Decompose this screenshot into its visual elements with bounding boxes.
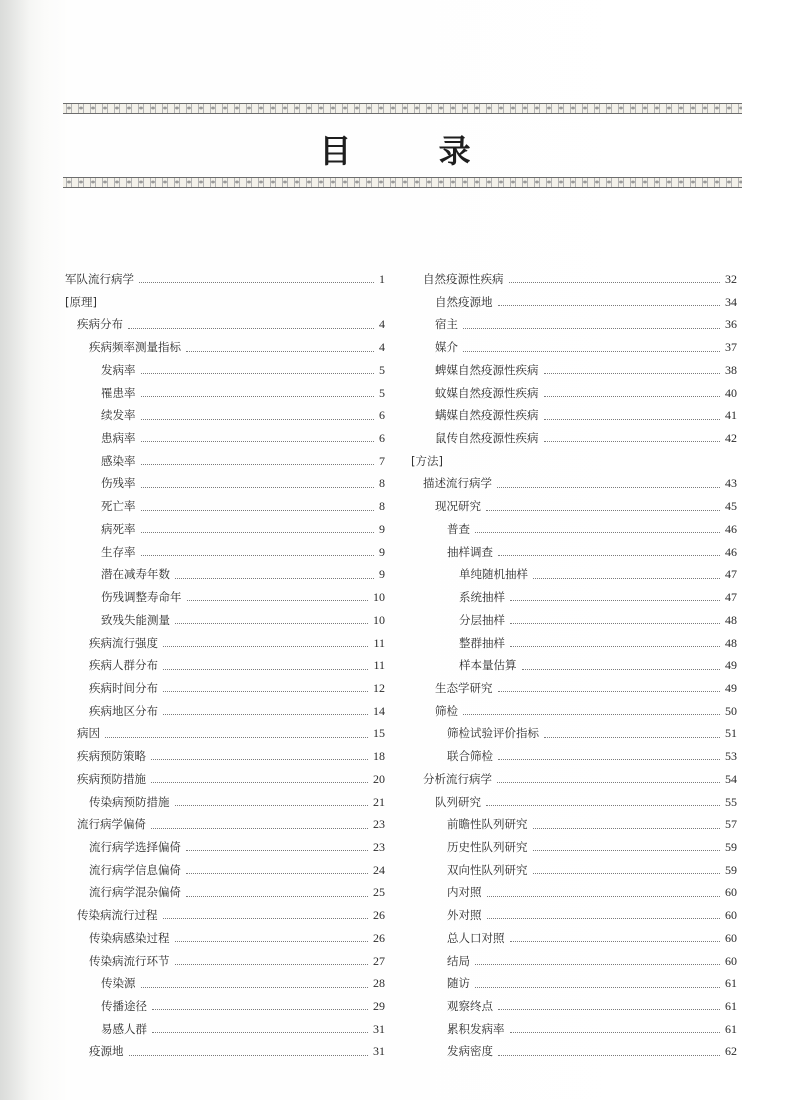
toc-entry[interactable] <box>65 382 385 405</box>
toc-dot-leader <box>510 1031 721 1033</box>
toc-page-number: 1 <box>379 272 385 286</box>
decorative-border-bottom <box>63 177 742 188</box>
toc-entry[interactable] <box>65 1040 385 1063</box>
toc-page-number: 54 <box>725 771 737 786</box>
toc-entry-title: 鼠传自然疫源性疾病 <box>435 431 539 446</box>
toc-entry[interactable] <box>411 927 737 950</box>
toc-dot-leader <box>544 418 721 420</box>
toc-entry[interactable] <box>411 472 737 495</box>
toc-dot-leader <box>487 895 721 897</box>
toc-dot-leader <box>141 463 375 465</box>
toc-entry[interactable] <box>65 336 385 359</box>
toc-page-number: 43 <box>725 476 737 491</box>
toc-entry-title: 媒介 <box>435 340 458 355</box>
toc-entry-title: 系统抽样 <box>459 590 505 605</box>
toc-page-number: 60 <box>725 953 737 968</box>
toc-entry-title: 联合筛检 <box>447 749 493 764</box>
toc-entry[interactable] <box>65 427 385 450</box>
toc-entry-title: 自然疫源性疾病 <box>423 272 504 286</box>
toc-entry-title: 分层抽样 <box>459 612 505 627</box>
toc-entry[interactable] <box>65 495 385 518</box>
toc-entry[interactable] <box>65 450 385 473</box>
toc-page-number: 48 <box>725 635 737 650</box>
toc-entry[interactable] <box>411 950 737 973</box>
toc-entry[interactable] <box>411 609 737 632</box>
toc-entry-title: 螨媒自然疫源性疾病 <box>435 408 539 423</box>
toc-entry-title: 蜱媒自然疫源性疾病 <box>435 362 539 377</box>
toc-entry-title: 感染率 <box>101 453 136 468</box>
toc-entry[interactable] <box>411 677 737 700</box>
toc-page-number: 8 <box>379 499 385 514</box>
toc-entry-title: 传染病感染过程 <box>89 930 170 945</box>
toc-entry[interactable] <box>65 1018 385 1041</box>
toc-dot-leader <box>139 281 374 283</box>
toc-dot-leader <box>141 986 369 988</box>
toc-entry-title: 军队流行病学 <box>65 272 134 286</box>
toc-entry-title: 罹患率 <box>101 385 136 400</box>
toc-dot-leader <box>510 599 720 601</box>
toc-entry[interactable] <box>65 859 385 882</box>
toc-entry[interactable] <box>411 632 737 655</box>
toc-section-heading <box>65 291 385 314</box>
toc-entry[interactable] <box>65 359 385 382</box>
toc-entry[interactable] <box>411 427 737 450</box>
toc-page-number: 57 <box>725 817 737 832</box>
toc-entry[interactable] <box>65 950 385 973</box>
toc-entry[interactable] <box>65 791 385 814</box>
toc-dot-leader <box>163 645 368 647</box>
toc-dot-leader <box>105 736 368 738</box>
toc-dot-leader <box>487 917 721 919</box>
toc-dot-leader <box>475 531 720 533</box>
toc-page-number: 6 <box>379 431 385 446</box>
toc-entry[interactable] <box>411 291 737 314</box>
toc-dot-leader <box>510 940 721 942</box>
toc-dot-leader <box>497 486 720 488</box>
toc-entry[interactable] <box>65 268 385 291</box>
toc-page-number: 40 <box>725 385 737 400</box>
toc-dot-leader <box>498 758 720 760</box>
toc-page-number: 4 <box>379 317 385 332</box>
toc-dot-leader <box>151 827 368 829</box>
toc-entry-title: 普查 <box>447 521 470 536</box>
toc-entry-title: 随访 <box>447 976 470 991</box>
toc-dot-leader <box>186 872 368 874</box>
toc-page-number: 10 <box>373 590 385 605</box>
toc-entry[interactable] <box>65 927 385 950</box>
toc-page-number: 53 <box>725 749 737 764</box>
toc-page-number: 9 <box>379 521 385 536</box>
page-title: 目 录 <box>319 132 509 170</box>
toc-entry[interactable] <box>65 609 385 632</box>
toc-entry-title: 疾病分布 <box>77 317 123 332</box>
toc-entry-title: 致残失能测量 <box>101 612 170 627</box>
toc-entry-title: 疾病时间分布 <box>89 680 158 695</box>
toc-entry-title: 筛检试验评价指标 <box>447 726 539 741</box>
toc-entry[interactable] <box>65 518 385 541</box>
toc-dot-leader <box>175 804 369 806</box>
toc-entry[interactable] <box>65 722 385 745</box>
toc-page-number: 49 <box>725 680 737 695</box>
toc-entry-title: 续发率 <box>101 408 136 423</box>
toc-entry-title: 疾病人群分布 <box>89 658 158 673</box>
toc-entry[interactable] <box>411 563 737 586</box>
toc-dot-leader <box>151 781 368 783</box>
toc-dot-leader <box>175 622 368 624</box>
toc-dot-leader <box>498 1008 720 1010</box>
toc-dot-leader <box>141 509 375 511</box>
toc-entry-title: 患病率 <box>101 431 136 446</box>
toc-dot-leader <box>510 645 720 647</box>
toc-entry[interactable] <box>411 518 737 541</box>
toc-entry[interactable] <box>65 768 385 791</box>
toc-left-column <box>65 268 385 1063</box>
toc-page-number: 9 <box>379 544 385 559</box>
toc-entry[interactable] <box>65 813 385 836</box>
toc-dot-leader <box>141 395 375 397</box>
toc-page-number: 42 <box>725 431 737 446</box>
toc-dot-leader <box>533 849 721 851</box>
toc-entry-title: 蚊媒自然疫源性疾病 <box>435 385 539 400</box>
toc-entry-title: [原理] <box>65 294 97 309</box>
toc-page-number: 5 <box>379 385 385 400</box>
toc-page-number: 47 <box>725 567 737 582</box>
toc-dot-leader <box>497 781 720 783</box>
toc-page-number: 23 <box>373 817 385 832</box>
toc-page-number: 55 <box>725 794 737 809</box>
toc-dot-leader <box>544 440 721 442</box>
toc-entry[interactable] <box>65 904 385 927</box>
toc-entry[interactable] <box>411 359 737 382</box>
toc-entry-title: 发病密度 <box>447 1044 493 1059</box>
toc-page-number: 61 <box>725 999 737 1013</box>
toc-dot-leader <box>152 1031 368 1033</box>
toc-dot-leader <box>129 1054 369 1056</box>
toc-dot-leader <box>175 940 369 942</box>
toc-entry[interactable] <box>411 586 737 609</box>
toc-entry-title: 历史性队列研究 <box>447 839 528 854</box>
toc-dot-leader <box>151 758 368 760</box>
toc-entry-title: 传染源 <box>101 976 136 991</box>
toc-entry-title: 伤残率 <box>101 476 136 491</box>
toc-dot-leader <box>141 531 375 533</box>
toc-entry[interactable] <box>411 268 737 291</box>
toc-entry-title: 伤残调整寿命年 <box>101 590 182 605</box>
toc-entry-title: 样本量估算 <box>459 658 517 673</box>
toc-page-number: 12 <box>373 680 385 695</box>
toc-page-number: 62 <box>725 1044 737 1059</box>
toc-entry-title: 流行病学混杂偏倚 <box>89 885 181 900</box>
toc-dot-leader <box>163 917 369 919</box>
toc-page-number: 4 <box>379 340 385 355</box>
toc-page-number: 31 <box>373 1044 385 1059</box>
toc-entry[interactable] <box>411 859 737 882</box>
toc-entry-title: 分析流行病学 <box>423 771 492 786</box>
toc-page-number: 26 <box>373 930 385 945</box>
toc-entry[interactable] <box>411 904 737 927</box>
toc-entry[interactable] <box>411 813 737 836</box>
toc-entry[interactable] <box>411 700 737 723</box>
toc-page-number: 26 <box>373 908 385 923</box>
toc-dot-leader <box>510 622 720 624</box>
toc-entry-title: 现况研究 <box>435 499 481 514</box>
toc-dot-leader <box>544 395 721 397</box>
toc-dot-leader <box>498 304 721 306</box>
toc-entry-title: 整群抽样 <box>459 635 505 650</box>
toc-page-number: 41 <box>725 408 737 423</box>
toc-dot-leader <box>475 986 720 988</box>
toc-entry-title: 总人口对照 <box>447 930 505 945</box>
toc-entry[interactable] <box>65 700 385 723</box>
toc-entry[interactable] <box>411 791 737 814</box>
toc-dot-leader <box>463 350 720 352</box>
toc-entry-title: 潜在减寿年数 <box>101 567 170 582</box>
toc-entry-title: 传播途径 <box>101 999 147 1013</box>
toc-entry-title: 易感人群 <box>101 1021 147 1036</box>
toc-page-number: 46 <box>725 544 737 559</box>
toc-page-number: 15 <box>373 726 385 741</box>
toc-entry-title: 自然疫源地 <box>435 294 493 309</box>
toc-entry-title: 结局 <box>447 953 470 968</box>
toc-entry-title: 筛检 <box>435 703 458 718</box>
toc-entry-title: 疾病频率测量指标 <box>89 340 181 355</box>
toc-page-number: 31 <box>373 1021 385 1036</box>
toc-entry-title: 抽样调查 <box>447 544 493 559</box>
toc-dot-leader <box>141 486 375 488</box>
toc-page-number: 60 <box>725 930 737 945</box>
toc-entry-title: 疾病地区分布 <box>89 703 158 718</box>
toc-entry-title: 病因 <box>77 726 100 741</box>
toc-page-number: 24 <box>373 862 385 877</box>
toc-entry-title: 队列研究 <box>435 794 481 809</box>
toc-dot-leader <box>175 577 374 579</box>
toc-dot-leader <box>175 963 369 965</box>
toc-page-number: 28 <box>373 976 385 991</box>
toc-page-number: 9 <box>379 567 385 582</box>
toc-page-number: 38 <box>725 362 737 377</box>
toc-dot-leader <box>141 440 375 442</box>
toc-dot-leader <box>486 509 720 511</box>
toc-dot-leader <box>498 690 721 692</box>
toc-entry[interactable] <box>65 472 385 495</box>
toc-page-number: 60 <box>725 908 737 923</box>
toc-right-column <box>411 268 737 1063</box>
toc-dot-leader <box>498 1054 720 1056</box>
toc-entry[interactable] <box>65 632 385 655</box>
toc-entry[interactable] <box>411 722 737 745</box>
toc-page-number: 20 <box>373 771 385 786</box>
toc-entry[interactable] <box>65 654 385 677</box>
toc-entry[interactable] <box>65 563 385 586</box>
toc-dot-leader <box>141 418 375 420</box>
toc-page-number: 21 <box>373 794 385 809</box>
toc-entry-title: [方法] <box>411 453 443 468</box>
toc-dot-leader <box>187 599 369 601</box>
toc-page-number: 34 <box>725 294 737 309</box>
toc-entry-title: 外对照 <box>447 908 482 923</box>
toc-page-number: 7 <box>379 453 385 468</box>
toc-page-number: 60 <box>725 885 737 900</box>
toc-entry-title: 生存率 <box>101 544 136 559</box>
toc-entry-title: 观察终点 <box>447 999 493 1013</box>
toc-entry[interactable] <box>65 677 385 700</box>
toc-entry-title: 疾病流行强度 <box>89 635 158 650</box>
toc-page-number: 36 <box>725 317 737 332</box>
toc-entry-title: 流行病学偏倚 <box>77 817 146 832</box>
toc-entry[interactable] <box>411 745 737 768</box>
toc-page-number: 50 <box>725 703 737 718</box>
toc-page-number: 46 <box>725 521 737 536</box>
toc-dot-leader <box>533 827 721 829</box>
toc-page-number: 48 <box>725 612 737 627</box>
toc-dot-leader <box>486 804 720 806</box>
toc-page-number: 5 <box>379 362 385 377</box>
toc-page-number: 25 <box>373 885 385 900</box>
toc-entry[interactable] <box>65 995 385 1018</box>
toc-entry[interactable] <box>65 313 385 336</box>
toc-dot-leader <box>163 668 368 670</box>
toc-entry[interactable] <box>411 1040 737 1063</box>
toc-section-heading <box>411 450 737 473</box>
toc-dot-leader <box>533 577 720 579</box>
toc-dot-leader <box>186 895 368 897</box>
toc-entry[interactable] <box>411 836 737 859</box>
decorative-border-top <box>63 103 742 114</box>
toc-entry-title: 死亡率 <box>101 499 136 514</box>
toc-page-number: 23 <box>373 839 385 854</box>
toc-entry[interactable] <box>65 972 385 995</box>
toc-page-number: 51 <box>725 726 737 741</box>
toc-entry[interactable] <box>411 768 737 791</box>
toc-page-number: 61 <box>725 1021 737 1036</box>
toc-dot-leader <box>544 736 720 738</box>
toc-page-number: 32 <box>725 272 737 286</box>
toc-entry[interactable] <box>65 881 385 904</box>
toc-entry-title: 累积发病率 <box>447 1021 505 1036</box>
toc-entry-title: 传染病流行环节 <box>89 953 170 968</box>
toc-dot-leader <box>475 963 720 965</box>
toc-entry-title: 疾病预防措施 <box>77 771 146 786</box>
toc-dot-leader <box>463 713 720 715</box>
toc-dot-leader <box>141 554 375 556</box>
toc-entry[interactable] <box>411 881 737 904</box>
toc-dot-leader <box>544 372 721 374</box>
toc-page-number: 37 <box>725 340 737 355</box>
toc-dot-leader <box>128 327 374 329</box>
toc-entry-title: 内对照 <box>447 885 482 900</box>
toc-entry[interactable] <box>411 404 737 427</box>
toc-page-number: 8 <box>379 476 385 491</box>
toc-entry[interactable] <box>411 495 737 518</box>
toc-page-number: 27 <box>373 953 385 968</box>
toc-entry[interactable] <box>411 382 737 405</box>
toc-entry-title: 疫源地 <box>89 1044 124 1059</box>
toc-entry[interactable] <box>411 313 737 336</box>
toc-entry[interactable] <box>411 541 737 564</box>
toc-page-number: 49 <box>725 658 737 673</box>
toc-page-number: 59 <box>725 862 737 877</box>
toc-entry-title: 传染病流行过程 <box>77 908 158 923</box>
toc-page-number: 45 <box>725 499 737 514</box>
toc-dot-leader <box>498 554 720 556</box>
toc-dot-leader <box>186 849 368 851</box>
toc-entry-title: 流行病学信息偏倚 <box>89 862 181 877</box>
toc-entry[interactable] <box>65 836 385 859</box>
toc-entry-title: 流行病学选择偏倚 <box>89 839 181 854</box>
toc-dot-leader <box>163 690 368 692</box>
toc-entry-title: 生态学研究 <box>435 680 493 695</box>
toc-dot-leader <box>152 1008 368 1010</box>
toc-entry-title: 疾病预防策略 <box>77 749 146 764</box>
toc-page-number: 47 <box>725 590 737 605</box>
toc-page-number: 59 <box>725 839 737 854</box>
toc-entry[interactable] <box>65 404 385 427</box>
toc-entry[interactable] <box>411 972 737 995</box>
toc-page-number: 61 <box>725 976 737 991</box>
toc-entry[interactable] <box>65 586 385 609</box>
toc-entry-title: 宿主 <box>435 317 458 332</box>
toc-entry-title: 发病率 <box>101 362 136 377</box>
toc-dot-leader <box>509 281 721 283</box>
toc-dot-leader <box>533 872 721 874</box>
toc-entry[interactable] <box>411 336 737 359</box>
toc-entry[interactable] <box>411 654 737 677</box>
toc-entry[interactable] <box>411 995 737 1018</box>
toc-page-number: 18 <box>373 749 385 764</box>
toc-page-number: 6 <box>379 408 385 423</box>
toc-page-number: 11 <box>373 635 385 650</box>
toc-page-number: 29 <box>373 999 385 1013</box>
toc-dot-leader <box>141 372 375 374</box>
toc-entry-title: 单纯随机抽样 <box>459 567 528 582</box>
toc-entry[interactable] <box>65 745 385 768</box>
toc-entry-title: 描述流行病学 <box>423 476 492 491</box>
toc-entry-title: 传染病预防措施 <box>89 794 170 809</box>
toc-entry-title: 双向性队列研究 <box>447 862 528 877</box>
toc-dot-leader <box>522 668 721 670</box>
toc-entry[interactable] <box>411 1018 737 1041</box>
toc-dot-leader <box>186 350 374 352</box>
toc-page-number: 11 <box>373 658 385 673</box>
toc-page-number: 10 <box>373 612 385 627</box>
toc-page-number: 14 <box>373 703 385 718</box>
toc-entry-title: 病死率 <box>101 521 136 536</box>
toc-dot-leader <box>463 327 720 329</box>
toc-dot-leader <box>163 713 368 715</box>
toc-entry[interactable] <box>65 541 385 564</box>
toc-entry-title: 前瞻性队列研究 <box>447 817 528 832</box>
